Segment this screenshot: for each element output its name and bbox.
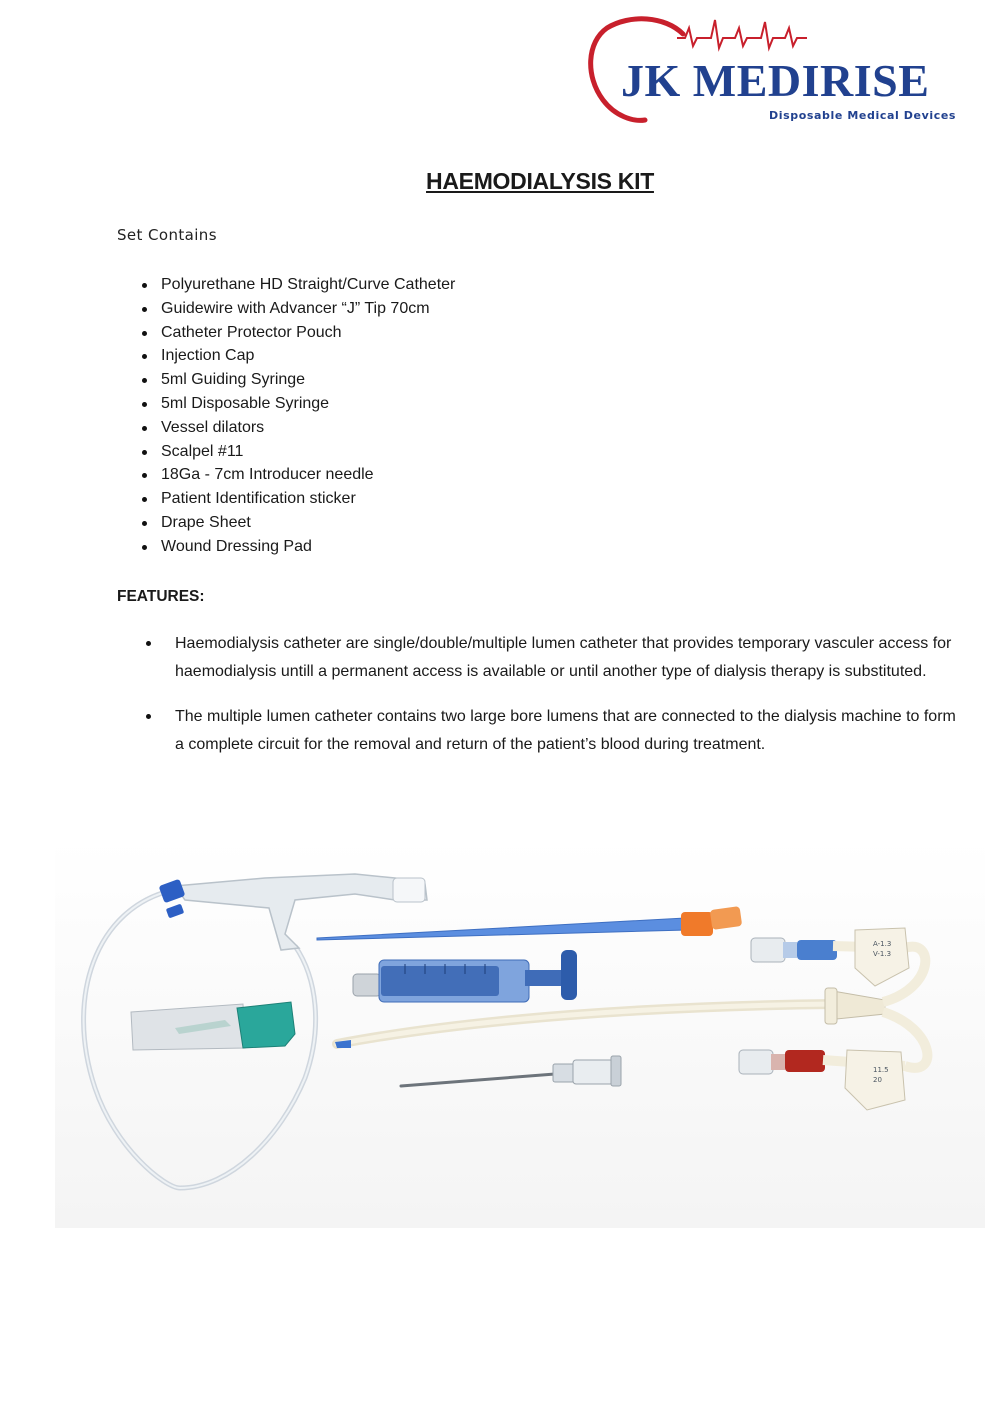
list-item: Catheter Protector Pouch: [142, 321, 455, 345]
features-list: [146, 630, 961, 758]
document-title: HAEMODIALYSIS KIT: [426, 168, 654, 194]
list-item: Vessel dilators: [142, 416, 455, 440]
hub-label: 20: [873, 1076, 882, 1084]
list-item: Wound Dressing Pad: [142, 535, 455, 559]
list-item: Patient Identification sticker: [142, 487, 455, 511]
list-item: Scalpel #11: [142, 440, 455, 464]
hub-label: 11.5: [873, 1066, 889, 1074]
hub-label: A-1.3: [873, 940, 892, 948]
set-contains-label: Set Contains: [117, 226, 217, 244]
list-item: Polyurethane HD Straight/Curve Catheter: [142, 273, 455, 297]
list-item: Drape Sheet: [142, 511, 455, 535]
logo-tagline: Disposable Medical Devices: [769, 109, 957, 122]
feature-item: The multiple lumen catheter contains two large bore lumens that are connected to the dialysis machine to form a complete circuit for the removal and return of the patient’s blood during treatment.: [146, 703, 961, 758]
list-item: Injection Cap: [142, 344, 455, 368]
logo-brand-name: JK MEDIRISE: [621, 55, 930, 106]
set-contents-list: [142, 273, 455, 559]
product-photo: [55, 838, 985, 1228]
list-item: 5ml Guiding Syringe: [142, 368, 455, 392]
hub-label: V-1.3: [873, 950, 892, 958]
features-heading: FEATURES:: [117, 588, 205, 605]
list-item: Guidewire with Advancer “J” Tip 70cm: [142, 297, 455, 321]
list-item: 5ml Disposable Syringe: [142, 392, 455, 416]
list-item: 18Ga - 7cm Introducer needle: [142, 463, 455, 487]
feature-item: Haemodialysis catheter are single/double/multiple lumen catheter that provides temporary vasculer access for haemodialysis untill a permanent access is available or until another type of dialysis therapy is substituted.: [146, 630, 961, 685]
company-logo: [585, 14, 970, 126]
